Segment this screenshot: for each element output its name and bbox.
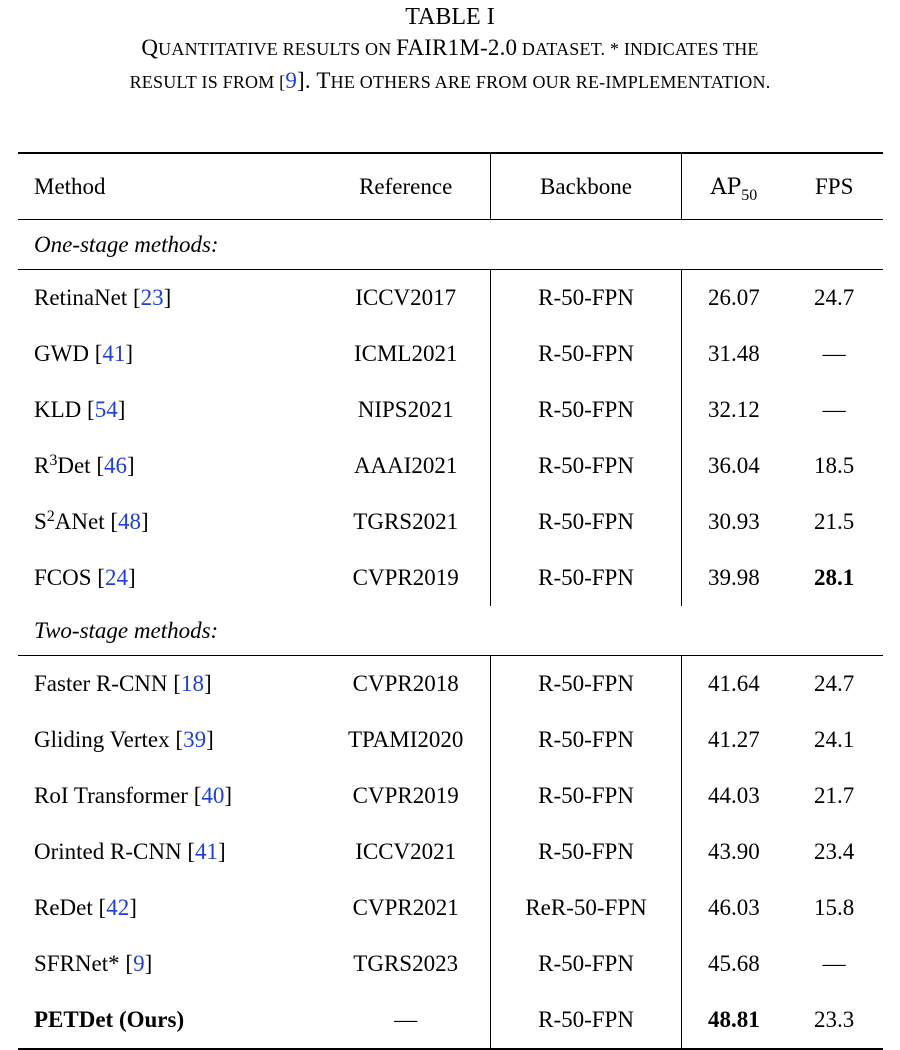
caption-text: DATASET. * INDICATES THE: [517, 39, 759, 59]
backbone-cell: R-50-FPN: [490, 438, 682, 494]
backbone-cell: R-50-FPN: [490, 656, 682, 713]
method-name: SFRNet*: [34, 951, 120, 976]
method-name: Faster R-CNN: [34, 671, 168, 696]
citation-link[interactable]: 48: [118, 509, 142, 534]
table-caption: [0, 2, 900, 98]
header-fps: FPS: [785, 153, 883, 220]
method-cell: Gliding Vertex [39]: [34, 727, 214, 752]
reference-cell: ICCV2017: [322, 270, 490, 327]
caption-text: HE OTHERS ARE FROM OUR RE-IMPLEMENTATION.: [330, 72, 771, 92]
reference-cell: CVPR2019: [322, 768, 490, 824]
backbone-cell: R-50-FPN: [490, 550, 682, 606]
method-cell: RoI Transformer [40]: [34, 783, 233, 808]
ap50-cell: 31.48: [708, 341, 760, 366]
method-name: Orinted R-CNN: [34, 839, 182, 864]
table-row: [18, 992, 883, 1049]
table-group-row: [18, 606, 883, 656]
method-name: GWD: [34, 341, 89, 366]
reference-cell: AAAI2021: [322, 438, 490, 494]
results-table: [18, 152, 883, 1050]
reference-cell: CVPR2018: [322, 656, 490, 713]
backbone-cell: R-50-FPN: [490, 382, 682, 438]
method-cell: SFRNet* [9]: [34, 951, 153, 976]
group-title: One-stage methods:: [18, 220, 883, 270]
citation-link[interactable]: 24: [104, 565, 128, 590]
method-name: RoI Transformer: [34, 783, 188, 808]
backbone-cell: R-50-FPN: [490, 270, 682, 327]
fps-cell: —: [822, 341, 846, 366]
ap50-cell: 36.04: [708, 453, 760, 478]
method-name: R: [34, 453, 50, 478]
fps-cell: 23.3: [785, 992, 883, 1049]
method-name: ReDet: [34, 895, 93, 920]
table-header-row: [18, 153, 883, 220]
table-row: [18, 936, 883, 992]
citation-link[interactable]: 23: [140, 285, 164, 310]
table-row: [18, 824, 883, 880]
method-cell: GWD [41]: [34, 341, 134, 366]
reference-cell: CVPR2021: [322, 880, 490, 936]
ap50-cell: 41.27: [708, 727, 760, 752]
method-name-suffix: Det: [57, 453, 91, 478]
ap50-cell: 41.64: [708, 671, 760, 696]
ap50-cell: 44.03: [708, 783, 760, 808]
caption-citation-link[interactable]: 9: [285, 68, 298, 93]
fps-cell: 21.5: [814, 509, 855, 534]
fps-cell: 24.7: [814, 671, 855, 696]
method-name: RetinaNet: [34, 285, 128, 310]
citation-link[interactable]: 41: [102, 341, 126, 366]
citation-link[interactable]: 39: [183, 727, 207, 752]
reference-cell: CVPR2019: [322, 550, 490, 606]
table-group-row: [18, 220, 883, 270]
method-cell: FCOS [24]: [34, 565, 136, 590]
method-name: S: [34, 509, 47, 534]
fps-cell: 15.8: [814, 895, 855, 920]
fps-cell: 24.1: [814, 727, 855, 752]
caption-text: FAIR1M-2.0: [396, 35, 518, 60]
backbone-cell: R-50-FPN: [490, 824, 682, 880]
citation-link[interactable]: 40: [201, 783, 225, 808]
backbone-cell: R-50-FPN: [490, 768, 682, 824]
method-name: Gliding Vertex: [34, 727, 170, 752]
reference-cell: NIPS2021: [322, 382, 490, 438]
table-row: [18, 382, 883, 438]
method-name: PETDet (Ours): [34, 1007, 185, 1032]
citation-link[interactable]: 18: [180, 671, 204, 696]
method-superscript: 3: [49, 452, 58, 469]
caption-text: UANTITATIVE RESULTS ON: [158, 39, 397, 59]
citation-link[interactable]: 9: [133, 951, 145, 976]
table-row: [18, 438, 883, 494]
table-row: [18, 880, 883, 936]
ap50-cell: 26.07: [708, 285, 760, 310]
table-row: [18, 768, 883, 824]
backbone-cell: R-50-FPN: [490, 494, 682, 550]
caption-text: RESULT IS FROM [: [129, 72, 286, 92]
method-name: FCOS: [34, 565, 92, 590]
table-row: [18, 494, 883, 550]
reference-cell: TGRS2023: [322, 936, 490, 992]
method-cell: ReDet [42]: [34, 895, 137, 920]
backbone-cell: R-50-FPN: [490, 992, 682, 1049]
table-row: [18, 326, 883, 382]
method-cell: Faster R-CNN [18]: [34, 671, 212, 696]
reference-cell: ICCV2021: [322, 824, 490, 880]
table-row: [18, 270, 883, 327]
citation-link[interactable]: 46: [103, 453, 127, 478]
ap50-cell: 39.98: [708, 565, 760, 590]
fps-cell: 24.7: [814, 285, 855, 310]
method-cell: $R^3Det$ [46]: [34, 452, 135, 478]
backbone-cell: R-50-FPN: [490, 712, 682, 768]
ap50-cell: 45.68: [708, 951, 760, 976]
caption-text: ]. T: [297, 68, 331, 93]
ap50-cell: 48.81: [682, 992, 785, 1049]
header-method: Method: [18, 153, 322, 220]
fps-cell: 21.7: [814, 783, 855, 808]
ap50-cell: 43.90: [708, 839, 760, 864]
table-body: [18, 220, 883, 1050]
citation-link[interactable]: 54: [94, 397, 118, 422]
table-row: [18, 550, 883, 606]
reference-cell: TGRS2021: [322, 494, 490, 550]
header-reference: Reference: [322, 153, 490, 220]
reference-cell: TPAMI2020: [322, 712, 490, 768]
method-cell: $S^2ANet$ [48]: [34, 508, 149, 534]
backbone-cell: R-50-FPN: [490, 936, 682, 992]
method-cell: RetinaNet [23]: [34, 285, 172, 310]
group-title: Two-stage methods:: [18, 606, 883, 656]
ap50-cell: 32.12: [708, 397, 760, 422]
reference-cell: —: [322, 992, 490, 1049]
caption-line-1: [0, 32, 900, 65]
caption-line-2: [0, 65, 900, 98]
ap50-cell: 46.03: [708, 895, 760, 920]
table-row: [18, 656, 883, 713]
citation-link[interactable]: 41: [195, 839, 218, 864]
fps-cell: —: [822, 397, 846, 422]
fps-cell: 28.1: [814, 565, 855, 590]
fps-cell: 18.5: [814, 453, 855, 478]
table-label: TABLE I: [405, 4, 495, 30]
header-backbone: Backbone: [490, 153, 682, 220]
backbone-cell: ReR-50-FPN: [490, 880, 682, 936]
table-row: [18, 712, 883, 768]
fps-cell: —: [822, 951, 846, 976]
fps-cell: 23.4: [814, 839, 855, 864]
header-ap50: $AP_{50}$: [682, 153, 785, 220]
caption-text: Q: [141, 35, 159, 60]
citation-link[interactable]: 42: [106, 895, 130, 920]
ap50-cell: 30.93: [708, 509, 760, 534]
reference-cell: ICML2021: [322, 326, 490, 382]
method-superscript: 2: [46, 508, 55, 525]
method-name: KLD: [34, 397, 82, 422]
backbone-cell: R-50-FPN: [490, 326, 682, 382]
method-name-suffix: ANet: [54, 509, 105, 534]
method-cell: Orinted R-CNN [41]: [34, 839, 226, 864]
method-cell: [18, 992, 322, 1049]
method-cell: KLD [54]: [34, 397, 126, 422]
